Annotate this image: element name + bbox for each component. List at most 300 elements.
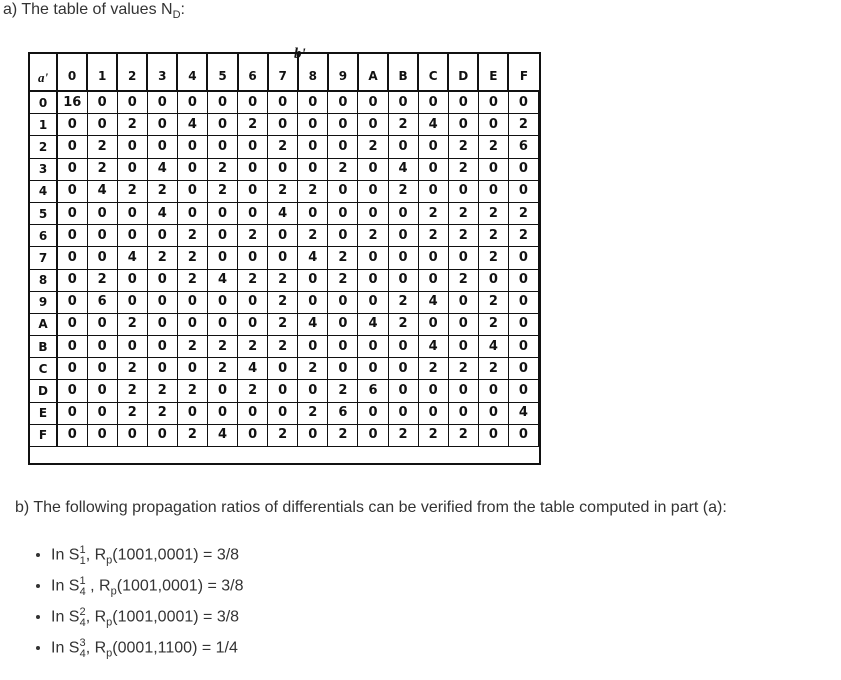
table-cell: 0 (207, 136, 237, 158)
table-cell: 0 (57, 225, 87, 247)
table-cell: 0 (358, 402, 388, 424)
ratio-tail: (1001,0001) = 3/8 (112, 608, 240, 626)
table-cell: 2 (87, 158, 117, 180)
table-cell: 2 (117, 358, 147, 380)
table-cell: 0 (87, 313, 117, 335)
table-cell: 0 (147, 336, 177, 358)
column-header: 5 (207, 54, 237, 91)
table-cell: 0 (238, 402, 268, 424)
table-row (30, 202, 539, 224)
table-cell: 0 (388, 225, 418, 247)
row-header: 8 (30, 269, 57, 291)
table-cell: 0 (268, 402, 298, 424)
table-cell: 0 (238, 136, 268, 158)
table-cell: 0 (207, 114, 237, 136)
table-cell: 2 (298, 402, 328, 424)
table-cell: 0 (298, 291, 328, 313)
table-row (30, 136, 539, 158)
row-header: C (30, 358, 57, 380)
table-cell: 0 (448, 91, 478, 114)
table-cell: 2 (87, 136, 117, 158)
table-cell: 4 (418, 291, 448, 313)
table-cell: 2 (117, 402, 147, 424)
ratio-sup: 3 (79, 637, 86, 649)
table-cell: 2 (328, 269, 358, 291)
table-cell: 0 (388, 202, 418, 224)
column-header: E (478, 54, 508, 91)
table-cell: 0 (508, 313, 538, 335)
table-cell: 0 (358, 269, 388, 291)
table-cell: 4 (358, 313, 388, 335)
table-cell: 0 (57, 180, 87, 202)
table-cell: 4 (268, 202, 298, 224)
table-cell: 0 (298, 269, 328, 291)
table-cell: 2 (268, 336, 298, 358)
row-header: 7 (30, 247, 57, 269)
column-header: 2 (117, 54, 147, 91)
table-cell: 2 (207, 336, 237, 358)
table-cell: 2 (448, 136, 478, 158)
ratio-sub: 4 (79, 647, 86, 660)
table-cell: 0 (388, 336, 418, 358)
row-header: A (30, 313, 57, 335)
table-cell: 2 (418, 225, 448, 247)
table-cell: 0 (358, 91, 388, 114)
table-cell: 2 (117, 380, 147, 402)
column-header: 8 (298, 54, 328, 91)
table-cell: 0 (238, 313, 268, 335)
ratio-sub2: p (106, 616, 113, 629)
table-cell: 2 (388, 180, 418, 202)
table-cell: 0 (207, 247, 237, 269)
ratio-sup: 2 (79, 606, 86, 618)
table-cell: 2 (238, 336, 268, 358)
table-cell: 0 (358, 247, 388, 269)
table-row (30, 402, 539, 424)
table-cell: 0 (478, 380, 508, 402)
table-cell: 0 (238, 91, 268, 114)
table-cell: 2 (117, 313, 147, 335)
table-cell: 2 (87, 269, 117, 291)
table-cell: 4 (298, 247, 328, 269)
table-cell: 0 (508, 91, 538, 114)
table-cell: 2 (268, 269, 298, 291)
table-cell: 0 (418, 91, 448, 114)
table-cell: 0 (147, 424, 177, 446)
table-cell: 0 (388, 269, 418, 291)
table-cell: 0 (508, 380, 538, 402)
table-cell: 2 (388, 424, 418, 446)
ratio-mid: , R (85, 639, 107, 657)
table-cell: 0 (448, 313, 478, 335)
table-cell: 0 (87, 402, 117, 424)
table-cell: 0 (388, 380, 418, 402)
table-cell: 2 (328, 380, 358, 402)
table-cell: 0 (57, 158, 87, 180)
table-cell: 4 (207, 269, 237, 291)
table-cell: 0 (57, 336, 87, 358)
column-header: C (418, 54, 448, 91)
table-cell: 0 (57, 313, 87, 335)
ratio-tail: (1001,0001) = 3/8 (112, 546, 240, 564)
table-cell: 0 (508, 180, 538, 202)
table-cell: 2 (177, 247, 207, 269)
table-cell: 2 (448, 202, 478, 224)
table-cell: 0 (177, 158, 207, 180)
table-cell: 4 (418, 114, 448, 136)
row-header: B (30, 336, 57, 358)
table-cell: 0 (147, 225, 177, 247)
row-header: 3 (30, 158, 57, 180)
table-cell: 2 (147, 380, 177, 402)
table-cell: 0 (328, 291, 358, 313)
column-header: D (448, 54, 478, 91)
table-cell: 4 (478, 336, 508, 358)
table-cell: 4 (238, 358, 268, 380)
table-cell: 0 (268, 247, 298, 269)
table-cell: 4 (147, 202, 177, 224)
table-cell: 2 (418, 202, 448, 224)
ratio-tail: (1001,0001) = 3/8 (116, 577, 244, 595)
table-cell: 4 (388, 158, 418, 180)
table-row (30, 313, 539, 335)
table-cell: 0 (328, 336, 358, 358)
ratio-sub: 4 (79, 616, 86, 629)
table-cell: 0 (147, 114, 177, 136)
table-cell: 2 (268, 424, 298, 446)
table-cell: 0 (508, 269, 538, 291)
table-cell: 0 (238, 202, 268, 224)
row-header: 1 (30, 114, 57, 136)
table-cell: 2 (448, 358, 478, 380)
table-cell: 2 (238, 225, 268, 247)
table-cell: 2 (328, 424, 358, 446)
table-cell: 0 (268, 358, 298, 380)
ratio-sup: 1 (79, 544, 86, 556)
ratio-sub2: p (106, 647, 113, 660)
column-header: A (358, 54, 388, 91)
table-cell: 0 (478, 91, 508, 114)
table-cell: 4 (177, 114, 207, 136)
table-cell: 4 (147, 158, 177, 180)
table-cell: 0 (87, 424, 117, 446)
table-cell: 0 (358, 158, 388, 180)
table-cell: 0 (508, 336, 538, 358)
table-cell: 2 (207, 358, 237, 380)
row-header: D (30, 380, 57, 402)
table-cell: 0 (147, 91, 177, 114)
ratio-item (51, 628, 244, 659)
table-cell: 0 (508, 424, 538, 446)
table-cell: 2 (177, 269, 207, 291)
table-cell: 2 (177, 225, 207, 247)
table-cell: 0 (177, 358, 207, 380)
table-cell: 0 (328, 358, 358, 380)
part-a-suffix: : (180, 1, 185, 18)
table-cell: 0 (177, 180, 207, 202)
table-cell: 2 (448, 225, 478, 247)
table-cell: 0 (57, 269, 87, 291)
table-cell: 2 (478, 313, 508, 335)
table-cell: 2 (117, 180, 147, 202)
table-cell: 0 (147, 291, 177, 313)
table-cell: 0 (298, 91, 328, 114)
ratio-sub2: p (110, 585, 117, 598)
table-cell: 4 (508, 402, 538, 424)
table-cell: 0 (268, 225, 298, 247)
table-row (30, 358, 539, 380)
table-cell: 0 (87, 380, 117, 402)
table-cell: 0 (268, 91, 298, 114)
table-cell: 0 (328, 136, 358, 158)
table-cell: 0 (508, 247, 538, 269)
table-row (30, 291, 539, 313)
row-header: 4 (30, 180, 57, 202)
table-cell: 2 (268, 180, 298, 202)
table-cell: 0 (418, 136, 448, 158)
table-cell: 0 (448, 402, 478, 424)
table-cell: 0 (87, 336, 117, 358)
nd-table (30, 54, 539, 447)
row-header: 9 (30, 291, 57, 313)
table-cell: 2 (448, 158, 478, 180)
ratio-mid: , R (85, 577, 111, 595)
table-cell: 2 (268, 313, 298, 335)
table-cell: 0 (388, 247, 418, 269)
table-cell: 16 (57, 91, 87, 114)
table-cell: 0 (358, 180, 388, 202)
table-cell: 2 (147, 180, 177, 202)
row-axis-label: a' (38, 70, 49, 85)
table-cell: 6 (328, 402, 358, 424)
table-cell: 0 (298, 114, 328, 136)
table-cell: 0 (508, 358, 538, 380)
table-cell: 0 (298, 336, 328, 358)
table-cell: 2 (508, 202, 538, 224)
table-cell: 0 (117, 291, 147, 313)
table-cell: 2 (207, 180, 237, 202)
table-cell: 0 (448, 291, 478, 313)
table-cell: 0 (268, 114, 298, 136)
table-cell: 0 (298, 424, 328, 446)
ratio-item (51, 535, 244, 566)
table-row (30, 114, 539, 136)
table-cell: 4 (207, 424, 237, 446)
ratio-pre: In S (51, 639, 80, 657)
table-cell: 0 (478, 424, 508, 446)
table-cell: 6 (508, 136, 538, 158)
ratio-tail: (0001,1100) = 1/4 (112, 639, 238, 657)
nd-table-frame (28, 46, 541, 465)
ratio-item (51, 566, 244, 597)
ratio-item (51, 597, 244, 628)
table-cell: 0 (117, 158, 147, 180)
table-cell: 2 (478, 225, 508, 247)
table-cell: 2 (298, 180, 328, 202)
table-cell: 0 (117, 202, 147, 224)
table-cell: 0 (358, 202, 388, 224)
table-cell: 0 (358, 336, 388, 358)
table-cell: 2 (177, 424, 207, 446)
table-cell: 0 (358, 358, 388, 380)
table-cell: 0 (478, 180, 508, 202)
table-cell: 0 (117, 136, 147, 158)
ratio-sup: 1 (79, 575, 86, 587)
table-header-row (30, 54, 539, 91)
table-cell: 2 (177, 336, 207, 358)
table-cell: 2 (328, 158, 358, 180)
table-cell: 2 (238, 269, 268, 291)
table-cell: 2 (418, 358, 448, 380)
table-cell: 0 (268, 380, 298, 402)
table-row (30, 91, 539, 114)
table-cell: 2 (268, 291, 298, 313)
table-cell: 0 (448, 114, 478, 136)
table-cell: 2 (238, 114, 268, 136)
table-cell: 2 (358, 136, 388, 158)
table-cell: 0 (117, 269, 147, 291)
table-cell: 0 (87, 358, 117, 380)
table-cell: 0 (87, 247, 117, 269)
column-header: 9 (328, 54, 358, 91)
table-cell: 0 (418, 158, 448, 180)
table-cell: 0 (207, 313, 237, 335)
row-header: 2 (30, 136, 57, 158)
table-cell: 0 (238, 158, 268, 180)
ratio-sub2: p (106, 554, 113, 567)
table-cell: 2 (207, 158, 237, 180)
table-cell: 0 (388, 402, 418, 424)
part-a-subscript: D (172, 9, 181, 22)
table-cell: 0 (87, 225, 117, 247)
table-cell: 2 (177, 380, 207, 402)
table-cell: 0 (207, 202, 237, 224)
ratio-mid: , R (85, 546, 107, 564)
table-cell: 0 (508, 158, 538, 180)
table-cell: 0 (147, 136, 177, 158)
table-cell: 2 (298, 358, 328, 380)
table-cell: 2 (388, 313, 418, 335)
table-cell: 0 (298, 380, 328, 402)
table-cell: 0 (147, 269, 177, 291)
table-cell: 2 (508, 114, 538, 136)
part-b-heading: b) The following propagation ratios of differentials can be verified from the table computed in part (a): (15, 499, 727, 516)
table-cell: 2 (238, 380, 268, 402)
column-axis-label: b' (294, 46, 306, 62)
table-cell: 0 (117, 424, 147, 446)
table-cell: 0 (177, 313, 207, 335)
table-cell: 0 (207, 91, 237, 114)
table-cell: 0 (358, 291, 388, 313)
table-cell: 0 (328, 202, 358, 224)
table-cell: 4 (117, 247, 147, 269)
row-header: 6 (30, 225, 57, 247)
table-cell: 0 (57, 291, 87, 313)
table-cell: 0 (478, 269, 508, 291)
table-cell: 2 (448, 424, 478, 446)
table-row (30, 225, 539, 247)
table-corner (30, 54, 57, 91)
table-cell: 4 (298, 313, 328, 335)
table-cell: 0 (358, 114, 388, 136)
table-cell: 0 (358, 424, 388, 446)
table-cell: 2 (358, 225, 388, 247)
table-cell: 0 (57, 202, 87, 224)
table-cell: 0 (57, 402, 87, 424)
table-cell: 0 (478, 158, 508, 180)
table-cell: 0 (238, 180, 268, 202)
table-cell: 2 (478, 202, 508, 224)
table-cell: 0 (207, 402, 237, 424)
table-cell: 4 (87, 180, 117, 202)
row-header: 5 (30, 202, 57, 224)
table-cell: 0 (388, 136, 418, 158)
table-cell: 0 (448, 336, 478, 358)
table-row (30, 180, 539, 202)
ratio-pre: In S (51, 577, 80, 595)
table-cell: 0 (57, 424, 87, 446)
table-cell: 0 (298, 158, 328, 180)
table-cell: 0 (87, 91, 117, 114)
table-cell: 0 (57, 247, 87, 269)
table-cell: 0 (328, 91, 358, 114)
column-header: F (508, 54, 538, 91)
table-cell: 0 (117, 336, 147, 358)
ratio-pre: In S (51, 546, 80, 564)
column-header: 4 (177, 54, 207, 91)
table-cell: 0 (207, 291, 237, 313)
column-header: B (388, 54, 418, 91)
table-cell: 0 (147, 358, 177, 380)
table-cell: 2 (147, 402, 177, 424)
table-cell: 2 (388, 291, 418, 313)
table-cell: 0 (448, 247, 478, 269)
table-cell: 4 (418, 336, 448, 358)
table-cell: 0 (418, 247, 448, 269)
table-cell: 0 (388, 91, 418, 114)
table-cell: 0 (328, 225, 358, 247)
row-header: E (30, 402, 57, 424)
table-cell: 2 (448, 269, 478, 291)
table-cell: 0 (298, 202, 328, 224)
table-cell: 2 (478, 291, 508, 313)
table-cell: 0 (448, 180, 478, 202)
table-cell: 0 (147, 313, 177, 335)
table-cell: 0 (87, 114, 117, 136)
column-header: 6 (238, 54, 268, 91)
column-header: 0 (57, 54, 87, 91)
table-cell: 0 (268, 158, 298, 180)
table-cell: 2 (508, 225, 538, 247)
table-cell: 0 (177, 91, 207, 114)
table-row (30, 158, 539, 180)
column-header: 7 (268, 54, 298, 91)
table-row (30, 336, 539, 358)
table-cell: 0 (328, 313, 358, 335)
table-cell: 0 (57, 380, 87, 402)
table-cell: 0 (238, 247, 268, 269)
table-cell: 0 (57, 136, 87, 158)
table-cell: 0 (328, 180, 358, 202)
table-cell: 0 (177, 136, 207, 158)
table-cell: 0 (418, 180, 448, 202)
table-cell: 2 (298, 225, 328, 247)
table-row (30, 424, 539, 446)
table-cell: 0 (117, 91, 147, 114)
table-cell: 6 (87, 291, 117, 313)
table-cell: 0 (207, 380, 237, 402)
table-cell: 0 (177, 402, 207, 424)
